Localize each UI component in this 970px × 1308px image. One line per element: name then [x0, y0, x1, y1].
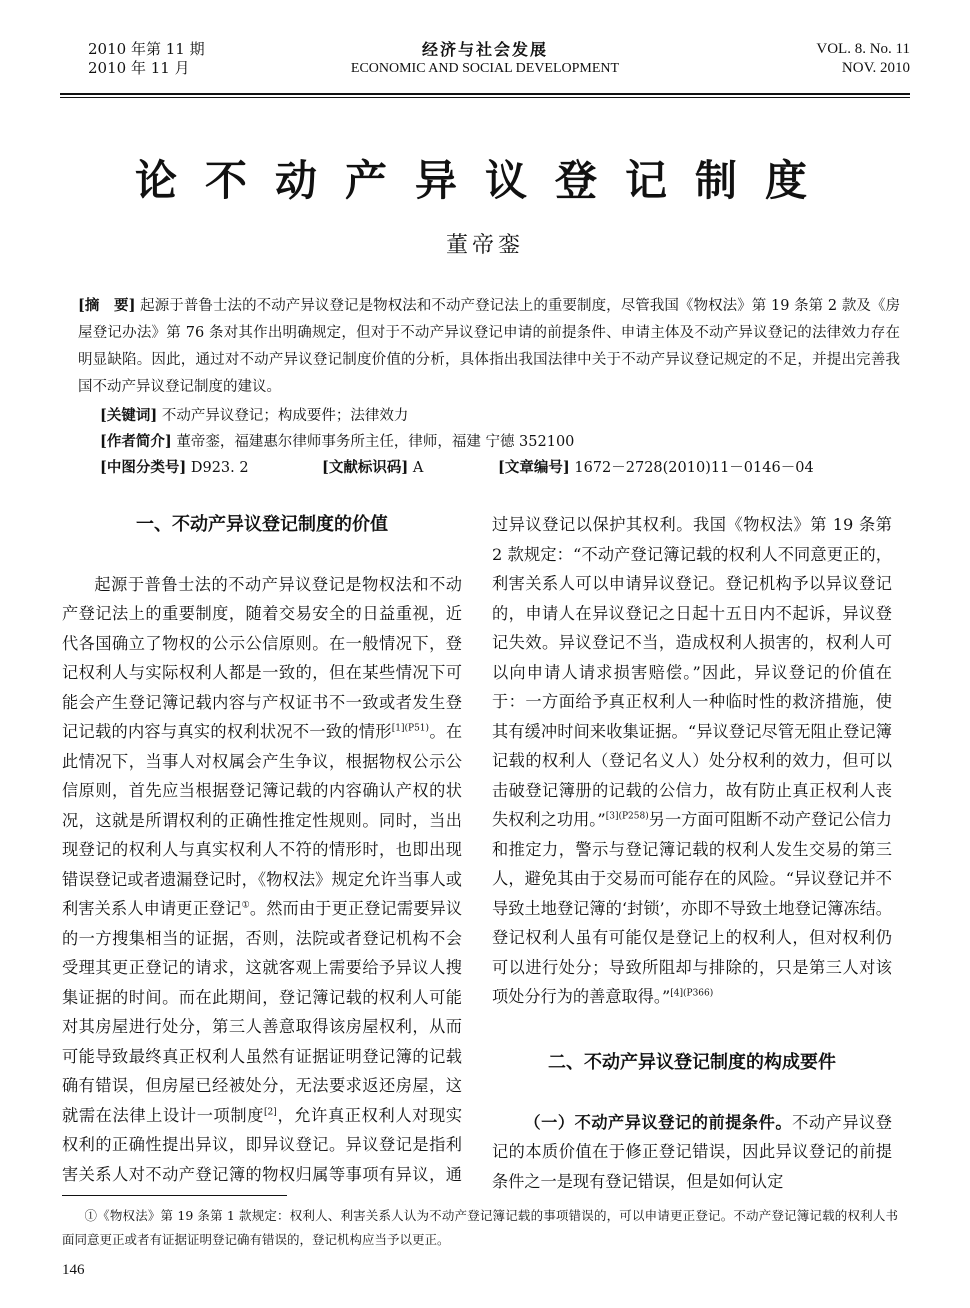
s1-text-d: ，允许真正权利人对现实权利的正确性提出异议，即异议登记。异议登记是指利害关系人对不动产登记簿的物权归属等事项有异议，通过异议登记以保护其权利。我国《物权法》第 19 条第 2 款规定：“不动产登记簿记载的权利人不同意更正的，利害关系人可以申请异议登记。登记机构予以异议登记的，申请人在异议登记之日起十五日内不起诉，异议登记失效。异议登记不当，造成权利人损害的，权利人可以向申请人请求损害赔偿。”因此，异议登记的价值在于：一方面给予真正权利人一种临时性的救济措施，使其有缓冲时间来收集证据。“异议登记尽管无阻止登记簿记载的权利人（登记名义人）处分权利的效力，但可以击破登记簿册的记载的公信力，故有防止真正权利人丧失权利之功用。”: [62, 515, 892, 1184]
header-rule-thick: [60, 93, 910, 95]
journal-name-en: ECONOMIC AND SOCIAL DEVELOPMENT: [350, 61, 620, 76]
citation-2: [2]: [264, 1107, 277, 1118]
s1-text-b: 。在此情况下，当事人对权属会产生争议，根据物权公示公信原则，首先应当根据登记簿记载的内容确认产权的状况，这就是所谓权利的正确性推定性规则。同时，当出现登记的权利人与真实权利人不符的情形时，也即出现错误登记或者遗漏登记时，《物权法》规定允许当事人或利害关系人申请更正登记: [62, 722, 463, 918]
doc-label: [文献标识码]: [322, 459, 409, 476]
article-number-value: 1672－2728(2010)11－0146－04: [574, 460, 814, 476]
header-rule-thin: [60, 97, 910, 98]
keywords-label: [关键词]: [100, 407, 158, 424]
classification-line: [100, 456, 900, 482]
doc-code: [322, 456, 423, 477]
footnote: ①《物权法》第 19 条第 1 款规定：权利人、利害关系人认为不动产登记簿记载的事项错误的，可以申请更正登记。不动产登记簿记载的权利人书面同意更正或者有证据证明登记确有错误的，登记机构应当予以更正。: [62, 1208, 898, 1247]
article-author: 董帝銮: [445, 233, 524, 258]
abstract: [78, 292, 900, 401]
s1-text-e: 另一方面可阻断不动产登记公信力和推定力，警示与登记簿记载的权利人发生交易的第三人，避免其由于交易而可能存在的风险。“异议登记并不导致土地登记簿的‘封锁’，亦即不导致土地登记簿冻结。登记权利人虽有可能仅是登记上的权利人，但对权利仍可以进行处分；导致所阻却与排除的，只是第三人对该项处分行为的善意取得。”: [492, 810, 892, 1006]
volume-date: NOV. 2010: [841, 60, 910, 76]
citation-4: [4](P366): [670, 988, 714, 999]
citation-1: [1](P51): [391, 723, 430, 734]
article-number: [498, 456, 814, 477]
journal-name: [60, 40, 910, 78]
issue-month: 2010 年 11 月: [88, 59, 190, 77]
clc-value: D923. 2: [190, 460, 249, 476]
issue-number: 2010 年第 11 期: [88, 40, 205, 58]
author-intro-label: [作者简介]: [100, 433, 172, 450]
abstract-text: 起源于普鲁士法的不动产异议登记是物权法和不动产登记法上的重要制度，尽管我国《物权法》第 19 条第 2 款及《房屋登记办法》第 76 条对其作出明确规定，但对于不动产异议登记申请的前提条件、申请主体及不动产异议登记的法律效力存在明显缺陷。因此，通过对不动产异议登记制度价值的分析，具体指出我国法律中关于不动产异议登记规定的不足，并提出完善我国不动产异议登记制度的建议。: [78, 298, 901, 395]
doc-value: A: [412, 460, 424, 476]
section1-heading: 一、不动产异议登记制度的价值: [136, 514, 388, 535]
keywords-text: 不动产异议登记；构成要件；法律效力: [161, 408, 409, 424]
s1-text-c: 。然而由于更正登记需要异议的一方搜集相当的证据，否则，法院或者登记机构不会受理其更正登记的请求，这就客观上需要给予异议人搜集证据的时间。而在此期间，登记簿记载的权利人可能对其房屋进行处分，第三人善意取得该房屋权利，从而可能导致最终真正权利人虽然有证据证明登记簿的记载确有错误，但房屋已经被处分，无法要求返还房屋，这就需在法律上设计一项制度: [62, 899, 463, 1125]
section2-paragraph: [492, 1108, 892, 1197]
author-intro: [100, 429, 900, 455]
footnote-marker: ①: [241, 900, 250, 911]
page-number: 146: [62, 1262, 85, 1278]
clc-label: [中图分类号]: [100, 459, 187, 476]
abstract-label: [摘 要]: [78, 297, 136, 314]
author-intro-text: 董帝銮，福建惠尔律师事务所主任，律师，福建 宁德 352100: [176, 434, 575, 450]
s2-text: 不动产异议登记的本质价值在于修正登记错误，因此异议登记的前提条件之一是现有登记错误，但是如何认定: [492, 1112, 892, 1191]
s2-subheading: （一）不动产异议登记的前提条件。: [524, 1112, 793, 1132]
volume-number: VOL. 8. No. 11: [816, 41, 910, 57]
citation-3: [3](P258): [605, 811, 649, 822]
section2-heading: 二、不动产异议登记制度的构成要件: [548, 1052, 836, 1073]
running-header: [60, 40, 910, 92]
footnote-rule: [62, 1195, 287, 1196]
article-number-label: [文章编号]: [498, 459, 570, 476]
right-column-bottom: [492, 1048, 892, 1196]
journal-name-cn: 经济与社会发展: [421, 40, 548, 59]
s1-text-a: 起源于普鲁士法的不动产异议登记是物权法和不动产登记法上的重要制度，随着交易安全的日益重视，近代各国确立了物权的公示公信原则。在一般情况下，登记权利人与实际权利人都是一致的，但在某些情况下可能会产生登记簿记载内容与产权证书不一致或者发生登记记载的内容与真实的权利状况不一致的情形: [62, 574, 462, 741]
keywords: [100, 403, 900, 429]
volume-info: [816, 40, 910, 78]
clc-code: [100, 456, 249, 477]
article-title: 论不动产异议登记制度: [134, 156, 835, 205]
